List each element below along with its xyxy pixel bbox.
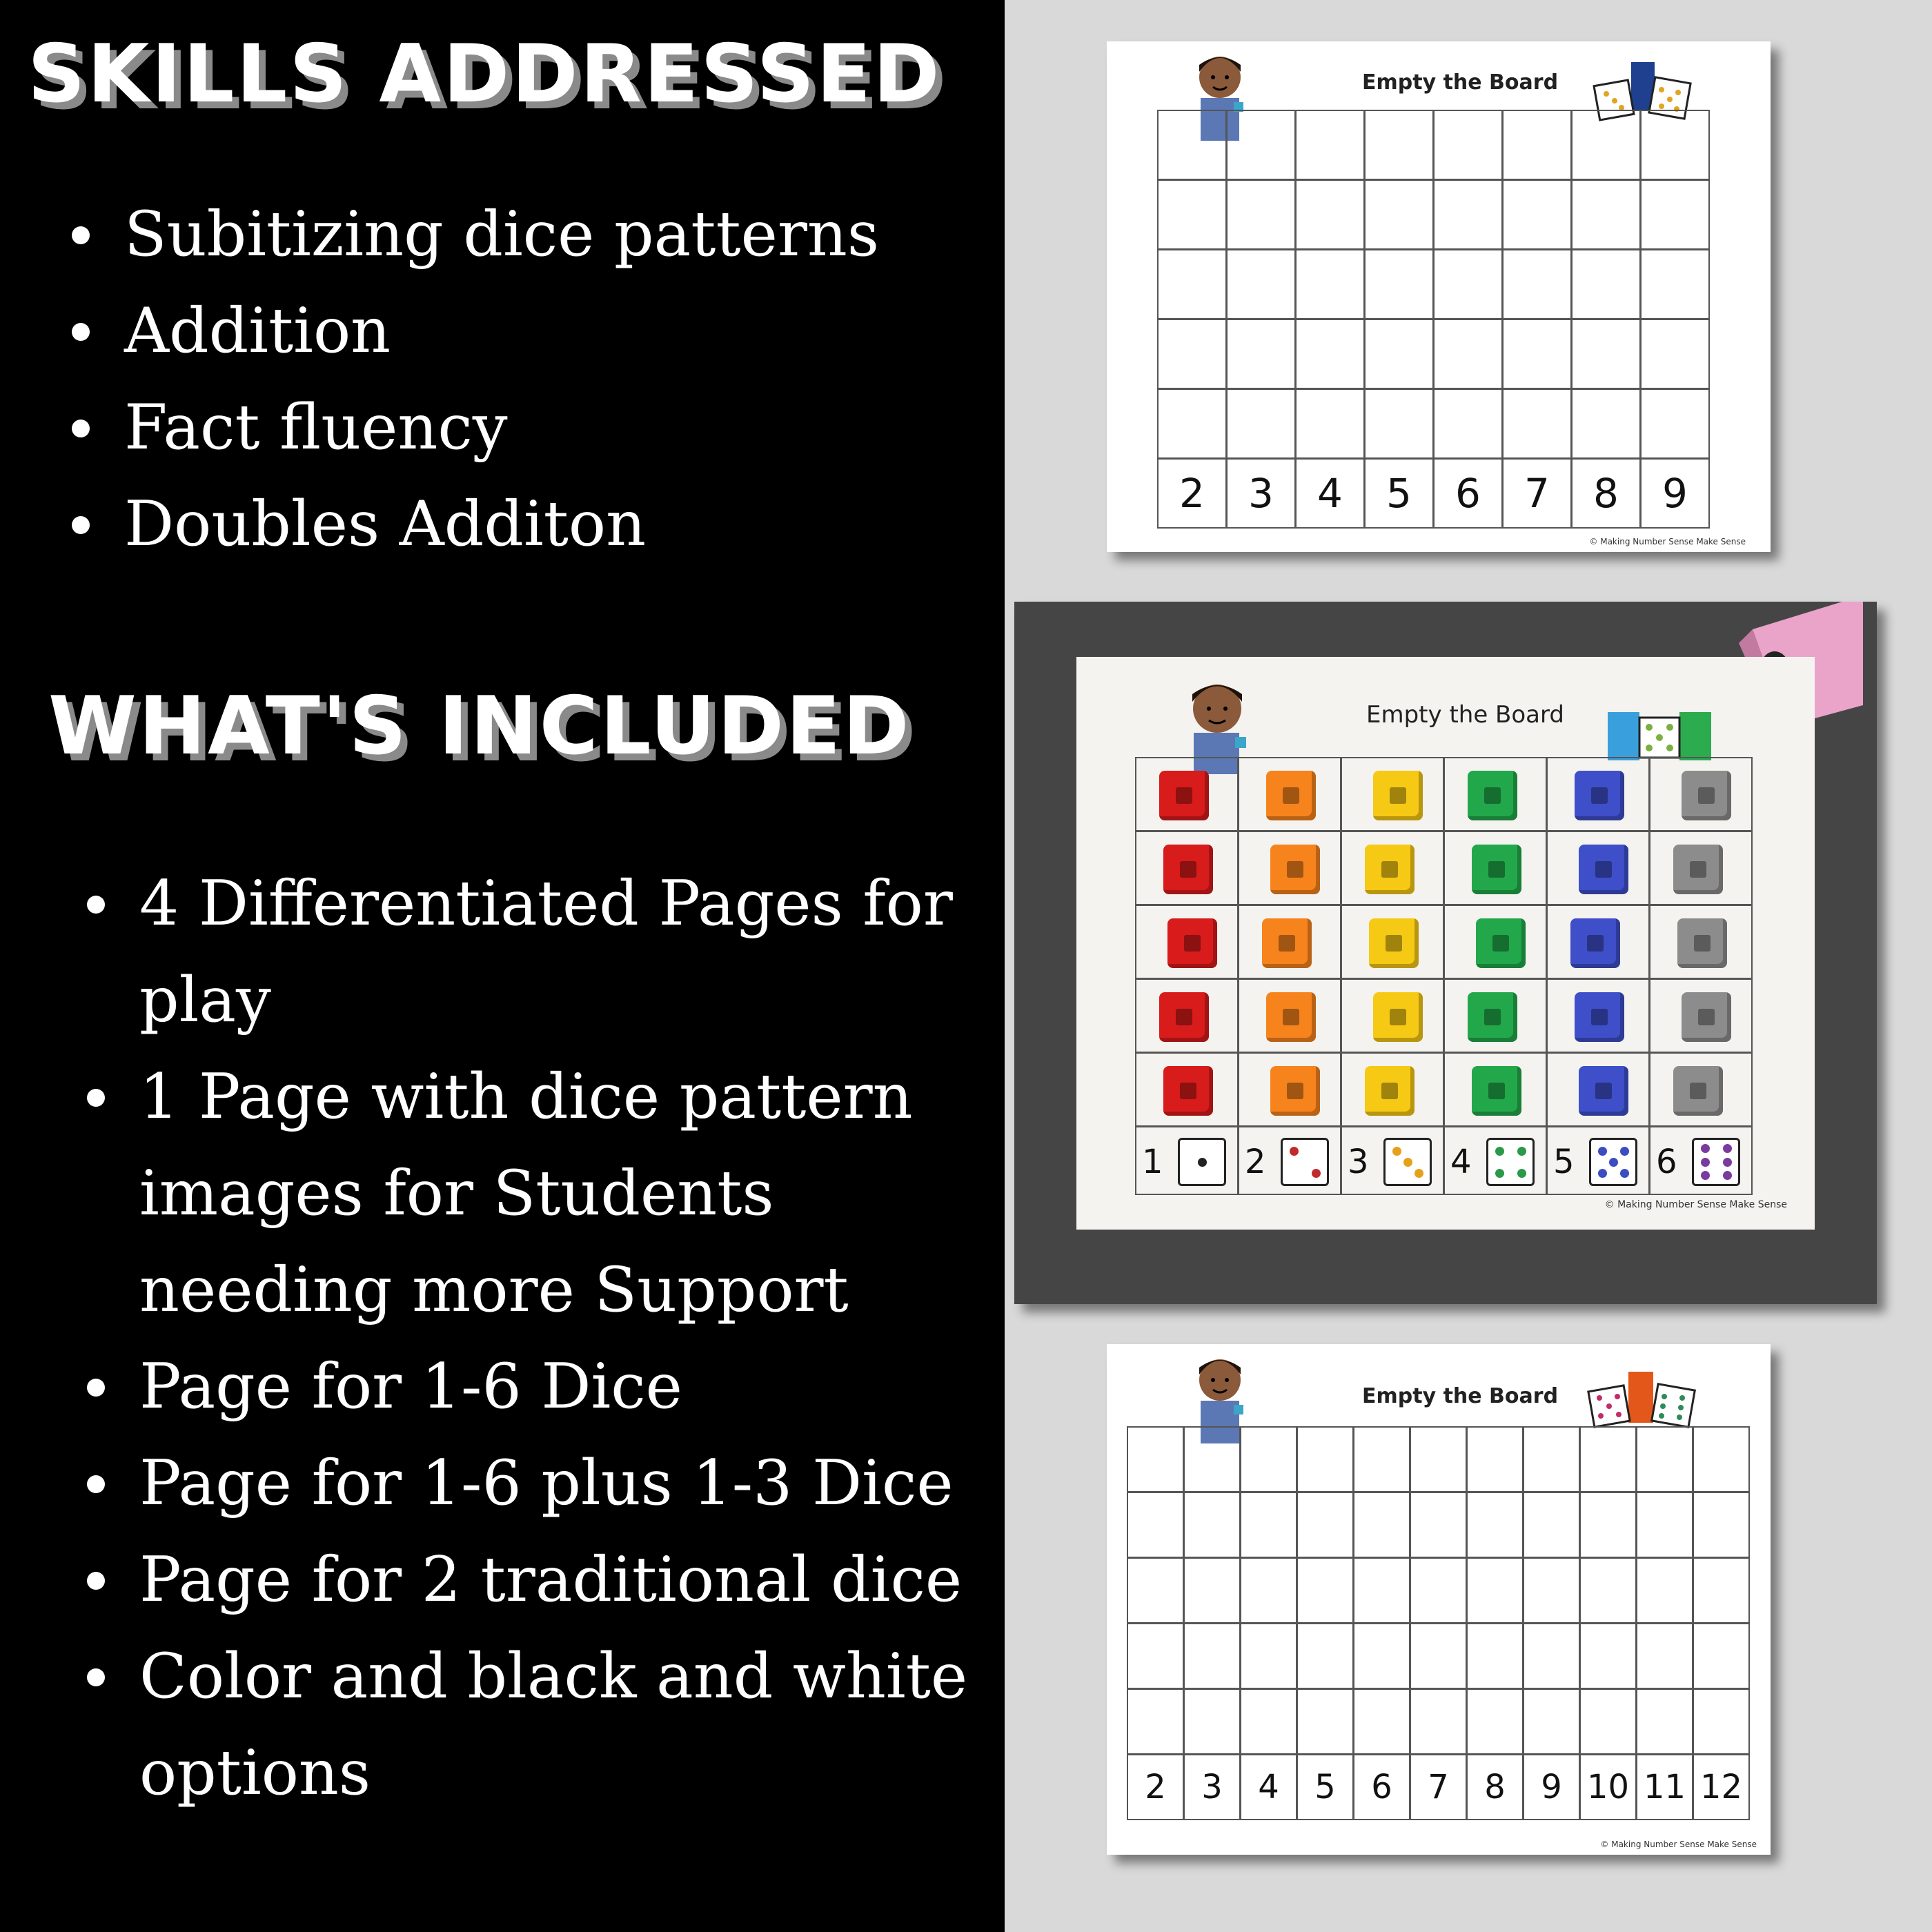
grid-cell xyxy=(1579,1557,1637,1624)
grid-cell xyxy=(1571,110,1641,180)
die-pip xyxy=(1723,1158,1732,1167)
grid-cell xyxy=(1127,1623,1184,1689)
grid-cell xyxy=(1523,1426,1580,1492)
grid-cell xyxy=(1183,1688,1241,1755)
grid-cell xyxy=(1579,1492,1637,1558)
unifix-cube xyxy=(1682,992,1731,1042)
grid-cell xyxy=(1135,1052,1239,1127)
included-item: Page for 1-6 plus 1-3 Dice xyxy=(77,1435,988,1532)
grid-cell xyxy=(1238,905,1341,979)
number-cell: 7 xyxy=(1410,1754,1467,1820)
unifix-cube xyxy=(1673,845,1723,894)
number-cell xyxy=(1135,1126,1239,1195)
number-cell: 2 xyxy=(1157,458,1227,529)
unifix-cube xyxy=(1262,918,1312,968)
grid-cell xyxy=(1636,1623,1693,1689)
grid-cell xyxy=(1693,1688,1750,1755)
number-cell: 4 xyxy=(1295,458,1365,529)
unifix-cube xyxy=(1266,771,1316,820)
grid-cell xyxy=(1579,1688,1637,1755)
grid-cell xyxy=(1341,757,1444,831)
number-cell: 9 xyxy=(1523,1754,1580,1820)
grid-cell xyxy=(1226,179,1296,250)
die-pip xyxy=(1723,1171,1732,1180)
grid-cell xyxy=(1571,179,1641,250)
grid-cell xyxy=(1183,1557,1241,1624)
grid-cell xyxy=(1364,319,1434,389)
die-pip xyxy=(1198,1158,1207,1167)
grid-cell xyxy=(1157,249,1227,319)
grid-cell xyxy=(1433,388,1503,459)
grid-cell xyxy=(1640,110,1710,180)
number-label: 3 xyxy=(1348,1143,1369,1181)
grid-cell xyxy=(1238,978,1341,1053)
unifix-cube xyxy=(1682,771,1731,820)
grid-cell xyxy=(1226,388,1296,459)
grid-cell xyxy=(1295,179,1365,250)
unifix-cube xyxy=(1270,1066,1320,1116)
grid-cell xyxy=(1341,978,1444,1053)
number-row xyxy=(1136,1127,1753,1195)
grid-cell xyxy=(1353,1623,1410,1689)
included-list xyxy=(77,856,988,1822)
number-cell xyxy=(1238,1126,1341,1195)
number-cell: 3 xyxy=(1183,1754,1241,1820)
die-pip xyxy=(1598,1169,1607,1178)
die-face-icon xyxy=(1486,1138,1535,1186)
grid-cell xyxy=(1226,249,1296,319)
grid-cell xyxy=(1238,831,1341,905)
number-row xyxy=(1127,1755,1750,1820)
unifix-cube xyxy=(1579,845,1628,894)
grid-cell xyxy=(1546,1052,1650,1127)
grid-cell xyxy=(1295,110,1365,180)
worksheet-title: Empty the Board xyxy=(1362,70,1559,95)
worksheet-title: Empty the Board xyxy=(1366,701,1564,729)
grid-row xyxy=(1136,758,1753,831)
grid-cell xyxy=(1297,1492,1354,1558)
grid-cell xyxy=(1433,319,1503,389)
number-cell: 2 xyxy=(1127,1754,1184,1820)
grid-cell xyxy=(1226,110,1296,180)
grid-cell xyxy=(1341,905,1444,979)
grid-cell xyxy=(1240,1688,1297,1755)
grid-cell xyxy=(1297,1623,1354,1689)
grid-cell xyxy=(1636,1492,1693,1558)
grid-cell xyxy=(1693,1623,1750,1689)
grid-cell xyxy=(1127,1492,1184,1558)
copyright: © Making Number Sense Make Sense xyxy=(1600,1840,1757,1849)
unifix-cube xyxy=(1163,845,1213,894)
number-cell: 4 xyxy=(1240,1754,1297,1820)
dice-icon xyxy=(1583,1365,1700,1434)
included-item: 4 Differentiated Pages for play xyxy=(77,856,988,1049)
die-face-icon xyxy=(1178,1138,1226,1186)
grid-cell xyxy=(1135,978,1239,1053)
grid-cell xyxy=(1341,831,1444,905)
skill-item: Fact fluency xyxy=(62,379,987,476)
die-pip xyxy=(1495,1147,1504,1156)
grid-cell xyxy=(1183,1492,1241,1558)
number-cell: 8 xyxy=(1571,458,1641,529)
included-heading: WHAT'S INCLUDED xyxy=(48,680,911,773)
grid-cell xyxy=(1353,1557,1410,1624)
grid-cell xyxy=(1353,1492,1410,1558)
grid-row xyxy=(1127,1492,1750,1558)
die-face-icon xyxy=(1281,1138,1329,1186)
included-item: Page for 2 traditional dice xyxy=(77,1532,988,1628)
grid-cell xyxy=(1183,1623,1241,1689)
grid-cell xyxy=(1523,1557,1580,1624)
grid-cell xyxy=(1579,1623,1637,1689)
unifix-cube xyxy=(1369,918,1419,968)
die-pip xyxy=(1723,1144,1732,1153)
grid-cell xyxy=(1364,179,1434,250)
unifix-cube xyxy=(1373,992,1423,1042)
grid-cell xyxy=(1295,319,1365,389)
grid-cell xyxy=(1579,1426,1637,1492)
grid-cell xyxy=(1127,1688,1184,1755)
die-pip xyxy=(1392,1147,1401,1156)
grid-cell xyxy=(1135,905,1239,979)
grid-cell xyxy=(1433,110,1503,180)
number-cell: 8 xyxy=(1466,1754,1524,1820)
grid-cell xyxy=(1240,1623,1297,1689)
grid-row xyxy=(1127,1689,1750,1755)
grid-cell xyxy=(1341,1052,1444,1127)
grid-cell xyxy=(1364,388,1434,459)
unifix-cube xyxy=(1163,1066,1213,1116)
grid-cell xyxy=(1546,978,1650,1053)
grid-cell xyxy=(1297,1426,1354,1492)
grid-cell xyxy=(1546,757,1650,831)
grid-cell xyxy=(1640,388,1710,459)
unifix-cube xyxy=(1468,771,1517,820)
grid-cell xyxy=(1649,905,1753,979)
grid-row xyxy=(1158,180,1710,250)
die-pip xyxy=(1701,1171,1710,1180)
unifix-cube xyxy=(1575,771,1624,820)
grid-cell xyxy=(1240,1557,1297,1624)
grid-row xyxy=(1158,319,1710,389)
grid-cell xyxy=(1443,757,1547,831)
grid-cell xyxy=(1297,1557,1354,1624)
unifix-cube xyxy=(1270,845,1320,894)
grid-cell xyxy=(1410,1426,1467,1492)
unifix-cube xyxy=(1472,845,1521,894)
grid-cell xyxy=(1240,1492,1297,1558)
die-pip xyxy=(1609,1158,1618,1167)
grid-row xyxy=(1127,1427,1750,1492)
number-label: 4 xyxy=(1450,1143,1472,1181)
grid-cell xyxy=(1127,1557,1184,1624)
unifix-cube xyxy=(1365,1066,1414,1116)
die-face-icon xyxy=(1692,1138,1740,1186)
number-cell: 5 xyxy=(1364,458,1434,529)
skills-heading: SKILLS ADDRESSED xyxy=(28,28,942,121)
grid-cell xyxy=(1364,110,1434,180)
number-cell xyxy=(1546,1126,1650,1195)
grid-photo xyxy=(1136,758,1753,1195)
number-label: 6 xyxy=(1656,1143,1677,1181)
grid-cell xyxy=(1693,1557,1750,1624)
grid-row xyxy=(1127,1624,1750,1689)
die-pip xyxy=(1620,1147,1629,1156)
grid-cell xyxy=(1295,249,1365,319)
grid-row xyxy=(1136,831,1753,905)
grid-row xyxy=(1158,389,1710,459)
grid-cell xyxy=(1433,179,1503,250)
unifix-cube xyxy=(1472,1066,1521,1116)
number-cell xyxy=(1443,1126,1547,1195)
die-pip xyxy=(1290,1147,1299,1156)
unifix-cube xyxy=(1570,918,1620,968)
grid-cell xyxy=(1523,1492,1580,1558)
grid-cell xyxy=(1410,1623,1467,1689)
grid-cell xyxy=(1443,1052,1547,1127)
grid-cell xyxy=(1649,757,1753,831)
grid-cell xyxy=(1466,1426,1524,1492)
grid-cell xyxy=(1502,388,1572,459)
photo-worksheet xyxy=(1014,602,1877,1304)
worksheet-top xyxy=(1107,41,1771,552)
grid-cell xyxy=(1364,249,1434,319)
number-label: 5 xyxy=(1553,1143,1575,1181)
skills-list xyxy=(62,186,987,573)
die-pip xyxy=(1403,1158,1412,1167)
copyright: © Making Number Sense Make Sense xyxy=(1604,1199,1787,1210)
number-row xyxy=(1158,459,1710,529)
grid-cell xyxy=(1466,1623,1524,1689)
grid-cell xyxy=(1135,831,1239,905)
grid-cell xyxy=(1649,1052,1753,1127)
unifix-cube xyxy=(1673,1066,1723,1116)
skill-item: Addition xyxy=(62,283,987,379)
grid-cell xyxy=(1353,1426,1410,1492)
unifix-cube xyxy=(1159,992,1209,1042)
number-cell: 5 xyxy=(1297,1754,1354,1820)
grid-cell xyxy=(1410,1557,1467,1624)
grid-cell xyxy=(1135,757,1239,831)
grid-cell xyxy=(1157,179,1227,250)
grid-cell xyxy=(1410,1492,1467,1558)
grid-cell xyxy=(1466,1557,1524,1624)
grid-cell xyxy=(1295,388,1365,459)
number-cell: 12 xyxy=(1693,1754,1750,1820)
skill-item: Subitizing dice patterns xyxy=(62,186,987,283)
photo-sheet xyxy=(1076,657,1815,1230)
grid-top xyxy=(1158,110,1710,529)
grid-cell xyxy=(1636,1426,1693,1492)
grid-cell xyxy=(1410,1688,1467,1755)
grid-cell xyxy=(1433,249,1503,319)
die-pip xyxy=(1598,1147,1607,1156)
grid-cell xyxy=(1443,831,1547,905)
grid-cell xyxy=(1636,1688,1693,1755)
grid-cell xyxy=(1649,831,1753,905)
die-pip xyxy=(1701,1144,1710,1153)
unifix-cube xyxy=(1468,992,1517,1042)
grid-cell xyxy=(1157,319,1227,389)
grid-cell xyxy=(1571,388,1641,459)
grid-cell xyxy=(1466,1492,1524,1558)
grid-cell xyxy=(1636,1557,1693,1624)
grid-cell xyxy=(1443,978,1547,1053)
grid-cell xyxy=(1502,110,1572,180)
unifix-cube xyxy=(1575,992,1624,1042)
die-pip xyxy=(1701,1158,1710,1167)
skill-item: Doubles Additon xyxy=(62,476,987,573)
grid-cell xyxy=(1466,1688,1524,1755)
die-pip xyxy=(1517,1169,1526,1178)
grid-row xyxy=(1136,979,1753,1053)
unifix-cube xyxy=(1677,918,1727,968)
number-cell: 6 xyxy=(1353,1754,1410,1820)
number-cell: 6 xyxy=(1433,458,1503,529)
die-pip xyxy=(1312,1169,1321,1178)
grid-cell xyxy=(1502,179,1572,250)
unifix-cube xyxy=(1579,1066,1628,1116)
grid-bottom xyxy=(1127,1427,1750,1820)
copyright: © Making Number Sense Make Sense xyxy=(1589,537,1746,546)
number-cell: 3 xyxy=(1226,458,1296,529)
die-pip xyxy=(1495,1169,1504,1178)
number-cell xyxy=(1341,1126,1444,1195)
number-cell: 11 xyxy=(1636,1754,1693,1820)
number-cell: 9 xyxy=(1640,458,1710,529)
grid-row xyxy=(1136,905,1753,979)
die-pip xyxy=(1414,1169,1423,1178)
grid-cell xyxy=(1127,1426,1184,1492)
unifix-cube xyxy=(1476,918,1526,968)
grid-cell xyxy=(1640,249,1710,319)
grid-cell xyxy=(1546,905,1650,979)
grid-cell xyxy=(1523,1688,1580,1755)
included-item: 1 Page with dice pattern images for Students needing more Support xyxy=(77,1049,988,1339)
die-pip xyxy=(1517,1147,1526,1156)
grid-cell xyxy=(1693,1492,1750,1558)
grid-cell xyxy=(1640,319,1710,389)
grid-row xyxy=(1127,1558,1750,1624)
included-item: Page for 1-6 Dice xyxy=(77,1339,988,1435)
unifix-cube xyxy=(1159,771,1209,820)
grid-cell xyxy=(1571,319,1641,389)
number-cell: 10 xyxy=(1579,1754,1637,1820)
grid-cell xyxy=(1238,757,1341,831)
grid-cell xyxy=(1649,978,1753,1053)
grid-cell xyxy=(1183,1426,1241,1492)
worksheet-title: Empty the Board xyxy=(1362,1384,1559,1408)
grid-cell xyxy=(1157,110,1227,180)
die-face-icon xyxy=(1589,1138,1637,1186)
die-face-icon xyxy=(1383,1138,1432,1186)
grid-row xyxy=(1158,110,1710,180)
grid-cell xyxy=(1297,1688,1354,1755)
unifix-cube xyxy=(1373,771,1423,820)
grid-cell xyxy=(1157,388,1227,459)
grid-row xyxy=(1136,1053,1753,1127)
grid-cell xyxy=(1226,319,1296,389)
number-cell xyxy=(1649,1126,1753,1195)
included-item: Color and black and white options xyxy=(77,1628,988,1822)
grid-cell xyxy=(1240,1426,1297,1492)
worksheet-bottom xyxy=(1107,1344,1771,1855)
grid-cell xyxy=(1238,1052,1341,1127)
grid-cell xyxy=(1640,179,1710,250)
grid-cell xyxy=(1502,319,1572,389)
grid-cell xyxy=(1353,1688,1410,1755)
grid-cell xyxy=(1571,249,1641,319)
die-pip xyxy=(1620,1169,1629,1178)
grid-cell xyxy=(1443,905,1547,979)
grid-row xyxy=(1158,250,1710,319)
grid-cell xyxy=(1693,1426,1750,1492)
number-label: 1 xyxy=(1142,1143,1163,1181)
unifix-cube xyxy=(1266,992,1316,1042)
grid-cell xyxy=(1523,1623,1580,1689)
number-cell: 7 xyxy=(1502,458,1572,529)
unifix-cube xyxy=(1167,918,1217,968)
number-label: 2 xyxy=(1245,1143,1266,1181)
grid-cell xyxy=(1502,249,1572,319)
unifix-cube xyxy=(1365,845,1414,894)
grid-cell xyxy=(1546,831,1650,905)
